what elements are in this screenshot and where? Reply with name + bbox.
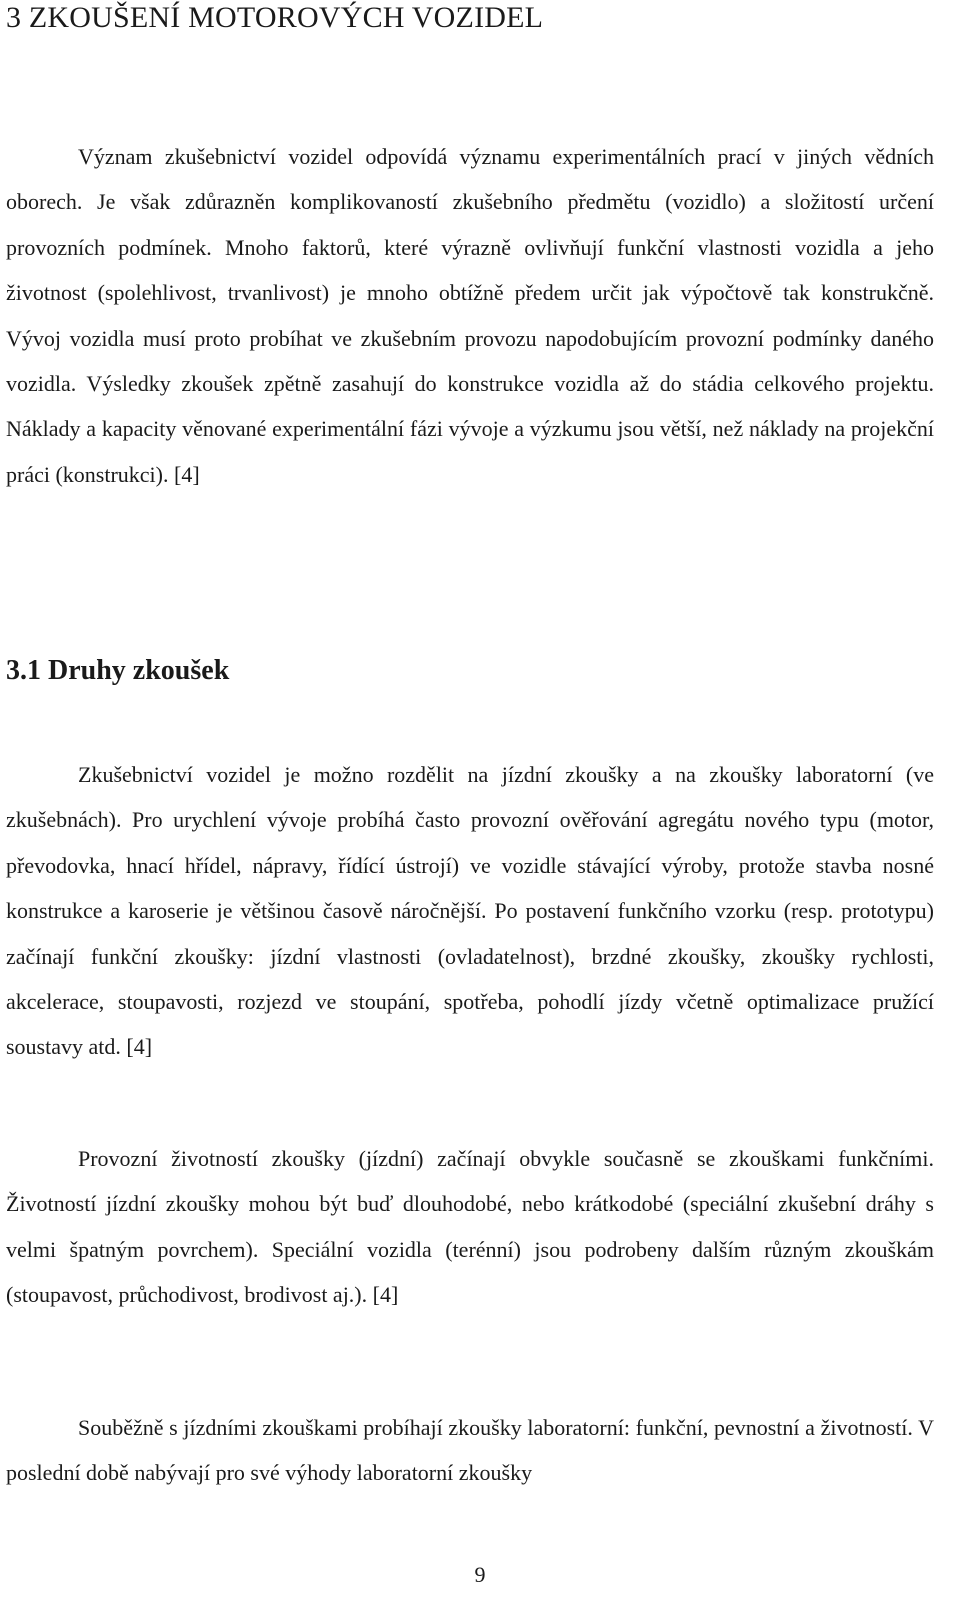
body-paragraph: Souběžně s jízdními zkouškami probíhají zkoušky laboratorní: funkční, pevnostní a životností. V poslední době nabývají pro své výhody laboratorní zkoušky [6, 1415, 934, 1486]
body-paragraph: Zkušebnictví vozidel je možno rozdělit na jízdní zkoušky a na zkoušky laboratorní (ve zkušebnách). Pro urychlení vývoje probíhá často provozní ověřování agregátu nového typu (motor, převodovka, hnací hřídel, nápravy, řídící ústrojí) ve vozidle stávající výroby, protože stavba nosné konstrukce a karoserie je většinou časově náročnější. Po postavení funkčního vzorku (resp. prototypu) začínají funkční zkoušky: jízdní vlastnosti (ovladatelnost), brzdné zkoušky, zkoušky rychlosti, akcelerace, stoupavosti, rozjezd ve stoupání, spotřeba, pohodlí jízdy včetně optimalizace pružící soustavy atd. [4] [6, 762, 934, 1060]
body-paragraph: Význam zkušebnictví vozidel odpovídá významu experimentálních prací v jiných vědních oborech. Je však zdůrazněn komplikovaností zkušebního předmětu (vozidlo) a složitostí určení provozních podmínek. Mnoho faktorů, které výrazně ovlivňují funkční vlastnosti vozidla a jeho životnost (spolehlivost, trvanlivost) je mnoho obtížně předem určit jak výpočtově tak konstrukčně. Vývoj vozidla musí proto probíhat ve zkušebním provozu napodobujícím provozní podmínky daného vozidla. Výsledky zkoušek zpětně zasahují do konstrukce vozidla až do stádia celkového projektu. Náklady a kapacity věnované experimentální fázi vývoje a výzkumu jsou větší, než náklady na projekční práci (konstrukci). [4] [6, 144, 934, 487]
section-title: 3.1 Druhy zkoušek [6, 655, 230, 686]
chapter-title: 3 ZKOUŠENÍ MOTOROVÝCH VOZIDEL [6, 1, 544, 34]
body-paragraph: Provozní životností zkoušky (jízdní) začínají obvykle současně se zkouškami funkčními. Životností jízdní zkoušky mohou být buď dlouhodobé, nebo krátkodobé (speciální zkušební dráhy s velmi špatným povrchem). Speciální vozidla (terénní) jsou podrobeny dalším různým zkouškám (stoupavost, průchodivost, brodivost aj.). [4] [6, 1146, 934, 1308]
page-number: 9 [474, 1562, 486, 1587]
